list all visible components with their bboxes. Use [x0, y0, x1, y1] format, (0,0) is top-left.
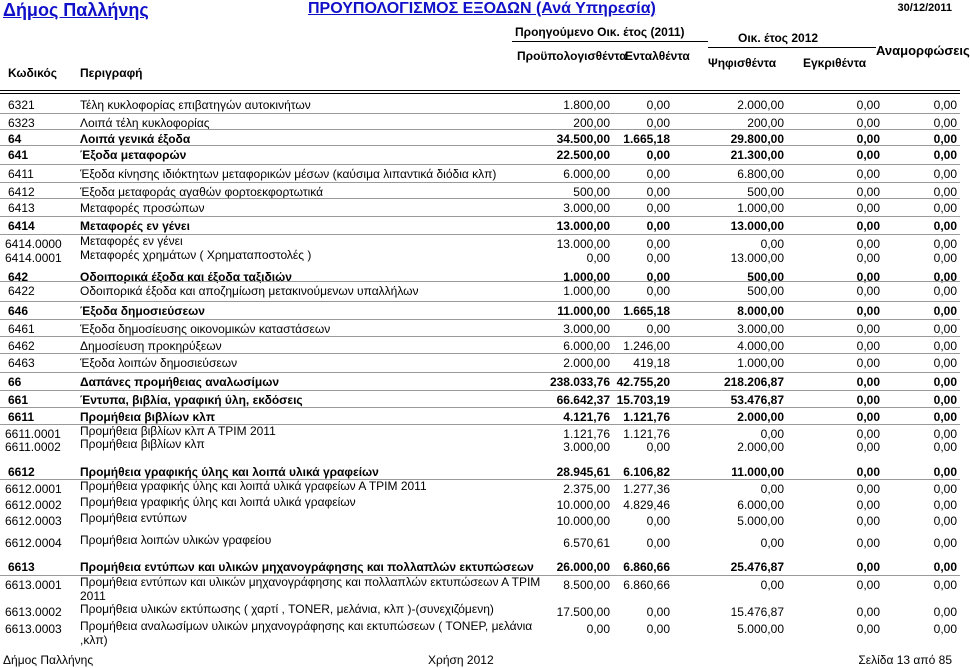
- row-budgeted: 1.800,00: [563, 98, 610, 112]
- row-code: 642: [8, 270, 29, 284]
- row-budgeted: 10.000,00: [556, 514, 610, 528]
- row-voted: 218.206,87: [723, 375, 784, 389]
- row-committed: 1.121,76: [623, 410, 670, 424]
- table-row: [0, 267, 960, 284]
- row-code: 641: [8, 148, 29, 162]
- table-row: [0, 198, 960, 216]
- row-voted: 2.000,00: [737, 410, 784, 424]
- column-description: Περιγραφή: [80, 66, 143, 80]
- row-approved: 0,00: [856, 304, 880, 318]
- row-description: Προμήθεια γραφικής ύλης και λοιπά υλικά γραφείων: [80, 495, 356, 509]
- row-description: Λοιπά τέλη κυκλοφορίας: [80, 116, 210, 130]
- row-approved: 0,00: [856, 219, 880, 233]
- row-amendments: 0,00: [933, 427, 957, 441]
- row-budgeted: 17.500,00: [556, 605, 610, 619]
- row-amendments: 0,00: [933, 605, 957, 619]
- table-row: [0, 113, 960, 129]
- current-year-label: Οικ. έτος 2012: [738, 31, 819, 45]
- row-description: Δαπάνες προμήθειας αναλωσίμων: [80, 375, 280, 389]
- row-budgeted: 3.000,00: [563, 201, 610, 215]
- row-code: 6413: [8, 201, 35, 215]
- row-voted: 5.000,00: [737, 514, 784, 528]
- row-code: 661: [8, 393, 29, 407]
- row-committed: 0,00: [646, 167, 670, 181]
- table-row: [0, 145, 960, 164]
- row-amendments: 0,00: [933, 284, 957, 298]
- row-description: Μεταφορές χρημάτων ( Χρηματαποστολές ): [80, 248, 312, 262]
- row-committed: 0,00: [646, 251, 670, 265]
- row-code: 6612.0003: [5, 514, 62, 528]
- row-description: Προμήθεια βιβλίων κλπ: [80, 437, 205, 451]
- table-row: [0, 336, 960, 353]
- row-description: Προμήθεια υλικών εκτύπωσης ( χαρτί , TONER, μελάνια, κλπ )-(συνεχιζόμενη): [80, 602, 494, 616]
- row-budgeted: 26.000,00: [556, 560, 610, 574]
- row-committed: 4.829,46: [623, 498, 670, 512]
- row-committed: 1.121,76: [623, 427, 670, 441]
- table-row: [0, 479, 960, 495]
- row-budgeted: 500,00: [573, 185, 610, 199]
- report-title: ΠΡΟΥΠΟΛΟΓΙΣΜΟΣ ΕΞΟΔΩΝ (Ανά Υπηρεσία): [308, 0, 656, 17]
- row-amendments: 0,00: [933, 185, 957, 199]
- row-approved: 0,00: [856, 322, 880, 336]
- row-voted: 500,00: [747, 284, 784, 298]
- row-budgeted: 13.000,00: [556, 237, 610, 251]
- row-approved: 0,00: [856, 167, 880, 181]
- row-committed: 0,00: [646, 148, 670, 162]
- row-approved: 0,00: [856, 185, 880, 199]
- row-description: Έξοδα μεταφορών: [80, 148, 187, 162]
- row-code: 6611.0001: [5, 427, 61, 441]
- row-voted: 0,00: [760, 237, 784, 251]
- table-row: [0, 437, 960, 462]
- row-approved: 0,00: [856, 482, 880, 496]
- row-committed: 1.665,18: [623, 132, 670, 146]
- row-committed: 0,00: [646, 605, 670, 619]
- row-amendments: 0,00: [933, 410, 957, 424]
- row-code: 6613: [8, 560, 35, 574]
- row-budgeted: 6.000,00: [563, 339, 610, 353]
- footer-fiscal-year: Χρήση 2012: [428, 653, 494, 667]
- table-row: [0, 301, 960, 319]
- row-committed: 0,00: [646, 98, 670, 112]
- row-code: 6611: [8, 410, 35, 424]
- row-amendments: 0,00: [933, 148, 957, 162]
- row-committed: 0,00: [646, 237, 670, 251]
- row-amendments: 0,00: [933, 375, 957, 389]
- row-approved: 0,00: [856, 498, 880, 512]
- row-budgeted: 6.570,61: [563, 536, 610, 550]
- row-approved: 0,00: [856, 465, 880, 479]
- row-budgeted: 8.500,00: [563, 578, 610, 592]
- row-voted: 500,00: [747, 185, 784, 199]
- row-code: 6611.0002: [5, 440, 61, 454]
- table-row: [0, 533, 960, 557]
- column-amendments: Αναμορφώσεις: [876, 43, 970, 58]
- row-budgeted: 22.500,00: [556, 148, 610, 162]
- row-description: Προμήθεια εντύπων και υλικών μηχανογράφησης και πολλαπλών εκτυπώσεων: [80, 560, 534, 574]
- row-voted: 0,00: [760, 482, 784, 496]
- row-code: 6612: [8, 465, 35, 479]
- row-voted: 15.476,87: [730, 605, 784, 619]
- table-row: [0, 575, 960, 602]
- table-row: [0, 281, 960, 301]
- row-code: 6463: [8, 356, 35, 370]
- row-description-continued: ,κλπ): [80, 633, 108, 647]
- row-description: Προμήθεια εντύπων και υλικών μηχανογράφησης και πολλαπλών εκτυπώσεων Α ΤΡΙΜ: [80, 575, 541, 589]
- table-row: [0, 424, 960, 441]
- table-row: [0, 129, 960, 145]
- row-amendments: 0,00: [933, 322, 957, 336]
- row-code: 6462: [8, 339, 35, 353]
- row-code: 6414: [8, 219, 35, 233]
- row-amendments: 0,00: [933, 304, 957, 318]
- row-code: 6414.0000: [5, 237, 62, 251]
- column-voted: Ψηφισθέντα: [708, 56, 777, 70]
- row-voted: 2.000,00: [737, 98, 784, 112]
- row-voted: 5.000,00: [737, 622, 784, 636]
- row-voted: 1.000,00: [737, 356, 784, 370]
- row-description: Μεταφορές προσώπων: [80, 201, 205, 215]
- column-code: Κωδικός: [8, 66, 58, 80]
- row-description: Προμήθεια βιβλίων κλπ Α ΤΡΙΜ 2011: [80, 424, 276, 438]
- table-row: [0, 511, 960, 533]
- row-budgeted: 2.375,00: [563, 482, 610, 496]
- row-budgeted: 1.000,00: [563, 270, 610, 284]
- row-code: 6412: [8, 185, 35, 199]
- row-description: Έξοδα μεταφοράς αγαθών φορτοεκφορτωτικά: [80, 185, 324, 199]
- row-approved: 0,00: [856, 270, 880, 284]
- row-voted: 200,00: [747, 116, 784, 130]
- footer-page-number: Σελίδα 13 από 85: [858, 653, 952, 667]
- row-committed: 0,00: [646, 284, 670, 298]
- row-budgeted: 1.000,00: [563, 284, 610, 298]
- row-approved: 0,00: [856, 514, 880, 528]
- row-voted: 53.476,87: [730, 393, 784, 407]
- row-amendments: 0,00: [933, 251, 957, 265]
- row-description: Λοιπά γενικά έξοδα: [80, 132, 191, 146]
- row-committed: 15.703,19: [616, 393, 670, 407]
- row-description: Μεταφορές εν γένει: [80, 234, 183, 248]
- table-row: [0, 372, 960, 390]
- row-amendments: 0,00: [933, 219, 957, 233]
- row-code: 6612.0004: [5, 536, 62, 550]
- row-description: Προμήθεια αναλωσίμων υλικών μηχανογράφησης και εκτυπώσεων ( ΤΟΝΕΡ, μελάνια: [80, 619, 533, 633]
- row-code: 6613.0002: [5, 605, 62, 619]
- row-committed: 1.277,36: [623, 482, 670, 496]
- row-code: 6422: [8, 284, 35, 298]
- row-description: Έντυπα, βιβλία, γραφική ύλη, εκδόσεις: [80, 393, 303, 407]
- row-approved: 0,00: [856, 622, 880, 636]
- row-description: Προμήθεια βιβλίων κλπ: [80, 410, 216, 424]
- previous-year-label: Προηγούμενο Οικ. έτος (2011): [515, 25, 685, 39]
- table-row: [0, 390, 960, 407]
- row-voted: 11.000,00: [731, 465, 784, 479]
- row-committed: 0,00: [646, 185, 670, 199]
- row-amendments: 0,00: [933, 116, 957, 130]
- row-description: Μεταφορές εν γένει: [80, 219, 190, 233]
- row-committed: 6.860,66: [623, 560, 670, 574]
- row-approved: 0,00: [856, 116, 880, 130]
- table-row: [0, 407, 960, 424]
- row-budgeted: 3.000,00: [563, 440, 610, 454]
- row-description: Έξοδα κίνησης ιδιόκτητων μεταφορικών μέσων (καύσιμα λιπαντικά διόδια κλπ): [80, 167, 497, 181]
- row-voted: 29.800,00: [730, 132, 784, 146]
- row-voted: 6.800,00: [737, 167, 784, 181]
- row-amendments: 0,00: [933, 514, 957, 528]
- row-voted: 8.000,00: [737, 304, 784, 318]
- row-approved: 0,00: [856, 339, 880, 353]
- row-description: Προμήθεια γραφικής ύλης και λοιπά υλικά γραφείων: [80, 465, 379, 479]
- row-code: 64: [8, 132, 22, 146]
- row-code: 646: [8, 304, 29, 318]
- row-code: 6411: [8, 167, 34, 181]
- row-description: Τέλη κυκλοφορίας επιβατηγών αυτοκινήτων: [80, 98, 311, 112]
- row-budgeted: 6.000,00: [563, 167, 610, 181]
- row-code: 6321: [8, 98, 35, 112]
- row-approved: 0,00: [856, 536, 880, 550]
- row-approved: 0,00: [856, 410, 880, 424]
- row-budgeted: 3.000,00: [563, 322, 610, 336]
- municipality-title: Δήμος Παλλήνης: [3, 0, 149, 20]
- row-committed: 0,00: [646, 322, 670, 336]
- column-approved: Εγκριθέντα: [803, 56, 867, 70]
- row-amendments: 0,00: [933, 578, 957, 592]
- row-amendments: 0,00: [933, 498, 957, 512]
- row-budgeted: 13.000,00: [556, 219, 610, 233]
- row-approved: 0,00: [856, 375, 880, 389]
- row-amendments: 0,00: [933, 622, 957, 636]
- row-committed: 1.246,00: [623, 339, 670, 353]
- row-code: 6613.0001: [5, 578, 62, 592]
- row-committed: 0,00: [646, 219, 670, 233]
- row-amendments: 0,00: [933, 167, 957, 181]
- row-approved: 0,00: [856, 132, 880, 146]
- row-amendments: 0,00: [933, 393, 957, 407]
- row-amendments: 0,00: [933, 356, 957, 370]
- row-voted: 4.000,00: [737, 339, 784, 353]
- table-row: [0, 248, 960, 267]
- table-row: [0, 353, 960, 372]
- table-row: [0, 95, 960, 113]
- table-row: [0, 319, 960, 336]
- row-committed: 6.106,82: [623, 465, 670, 479]
- row-budgeted: 1.121,76: [563, 427, 610, 441]
- row-approved: 0,00: [856, 605, 880, 619]
- row-code: 6612.0001: [5, 482, 62, 496]
- row-voted: 3.000,00: [737, 322, 784, 336]
- row-amendments: 0,00: [933, 440, 957, 454]
- row-committed: 0,00: [646, 622, 670, 636]
- row-voted: 25.476,87: [730, 560, 784, 574]
- row-description: Έξοδα δημοσίευσης οικονομικών καταστάσεων: [80, 322, 331, 336]
- row-amendments: 0,00: [933, 339, 957, 353]
- row-description: Προμήθεια λοιπών υλικών γραφείου: [80, 533, 272, 547]
- row-approved: 0,00: [856, 251, 880, 265]
- row-budgeted: 10.000,00: [556, 498, 610, 512]
- row-voted: 0,00: [760, 536, 784, 550]
- row-description: Έξοδα δημοσιεύσεων: [80, 304, 205, 318]
- row-committed: 0,00: [646, 201, 670, 215]
- row-approved: 0,00: [856, 284, 880, 298]
- table-row: [0, 164, 960, 182]
- row-voted: 1.000,00: [737, 201, 784, 215]
- row-budgeted: 200,00: [573, 116, 610, 130]
- row-approved: 0,00: [856, 98, 880, 112]
- row-committed: 419,18: [633, 356, 670, 370]
- table-row: [0, 619, 960, 649]
- row-description: Έξοδα λοιπών δημοσιεύσεων: [80, 356, 238, 370]
- row-code: 6414.0001: [5, 251, 62, 265]
- row-committed: 6.860,66: [623, 578, 670, 592]
- table-row: [0, 495, 960, 511]
- row-voted: 2.000,00: [737, 440, 784, 454]
- footer-municipality: Δήμος Παλλήνης: [3, 653, 94, 667]
- table-row: [0, 557, 960, 575]
- row-voted: 6.000,00: [737, 498, 784, 512]
- row-approved: 0,00: [856, 440, 880, 454]
- row-committed: 0,00: [646, 270, 670, 284]
- table-row: [0, 602, 960, 619]
- row-approved: 0,00: [856, 560, 880, 574]
- row-approved: 0,00: [856, 201, 880, 215]
- row-budgeted: 66.642,37: [556, 393, 610, 407]
- row-amendments: 0,00: [933, 201, 957, 215]
- row-description: Προμήθεια γραφικής ύλης και λοιπά υλικά γραφείων Α ΤΡΙΜ 2011: [80, 479, 427, 493]
- column-committed: Ενταλθέντα: [625, 49, 690, 63]
- column-budgeted: Προϋπολογισθέντα: [517, 49, 627, 63]
- row-description: Οδοιπορικά έξοδα και αποζημίωση μετακινούμενων υπαλλήλων: [80, 284, 419, 298]
- table-row: [0, 182, 960, 198]
- row-amendments: 0,00: [933, 560, 957, 574]
- row-description-continued: 2011: [80, 589, 106, 603]
- row-committed: 0,00: [646, 536, 670, 550]
- row-description: Προμήθεια εντύπων: [80, 511, 187, 525]
- row-amendments: 0,00: [933, 270, 957, 284]
- row-amendments: 0,00: [933, 132, 957, 146]
- table-row: [0, 234, 960, 251]
- row-amendments: 0,00: [933, 98, 957, 112]
- row-committed: 0,00: [646, 440, 670, 454]
- report-date: 30/12/2011: [897, 2, 952, 14]
- row-approved: 0,00: [856, 148, 880, 162]
- row-approved: 0,00: [856, 356, 880, 370]
- row-amendments: 0,00: [933, 237, 957, 251]
- row-approved: 0,00: [856, 393, 880, 407]
- table-row: [0, 462, 960, 479]
- row-budgeted: 11.000,00: [557, 304, 610, 318]
- row-committed: 1.665,18: [623, 304, 670, 318]
- row-voted: 13.000,00: [730, 251, 784, 265]
- row-budgeted: 34.500,00: [556, 132, 610, 146]
- row-committed: 0,00: [646, 514, 670, 528]
- row-code: 6461: [8, 322, 35, 336]
- row-code: 6323: [8, 116, 35, 130]
- row-voted: 0,00: [760, 578, 784, 592]
- row-budgeted: 2.000,00: [563, 356, 610, 370]
- row-description: Οδοιπορικά έξοδα και έξοδα ταξιδιών: [80, 270, 292, 284]
- row-budgeted: 0,00: [586, 622, 610, 636]
- row-budgeted: 0,00: [586, 251, 610, 265]
- row-voted: 500,00: [747, 270, 784, 284]
- row-approved: 0,00: [856, 578, 880, 592]
- row-approved: 0,00: [856, 427, 880, 441]
- row-code: 66: [8, 375, 22, 389]
- row-voted: 21.300,00: [730, 148, 784, 162]
- row-budgeted: 28.945,61: [556, 465, 610, 479]
- row-description: Δημοσίευση προκηρύξεων: [80, 339, 222, 353]
- row-voted: 13.000,00: [730, 219, 784, 233]
- row-committed: 0,00: [646, 116, 670, 130]
- row-committed: 42.755,20: [616, 375, 670, 389]
- row-amendments: 0,00: [933, 482, 957, 496]
- row-amendments: 0,00: [933, 465, 957, 479]
- row-code: 6612.0002: [5, 498, 62, 512]
- table-row: [0, 216, 960, 234]
- row-approved: 0,00: [856, 237, 880, 251]
- row-amendments: 0,00: [933, 536, 957, 550]
- row-voted: 0,00: [760, 427, 784, 441]
- row-code: 6613.0003: [5, 622, 62, 636]
- row-budgeted: 238.033,76: [549, 375, 610, 389]
- row-budgeted: 4.121,76: [563, 410, 610, 424]
